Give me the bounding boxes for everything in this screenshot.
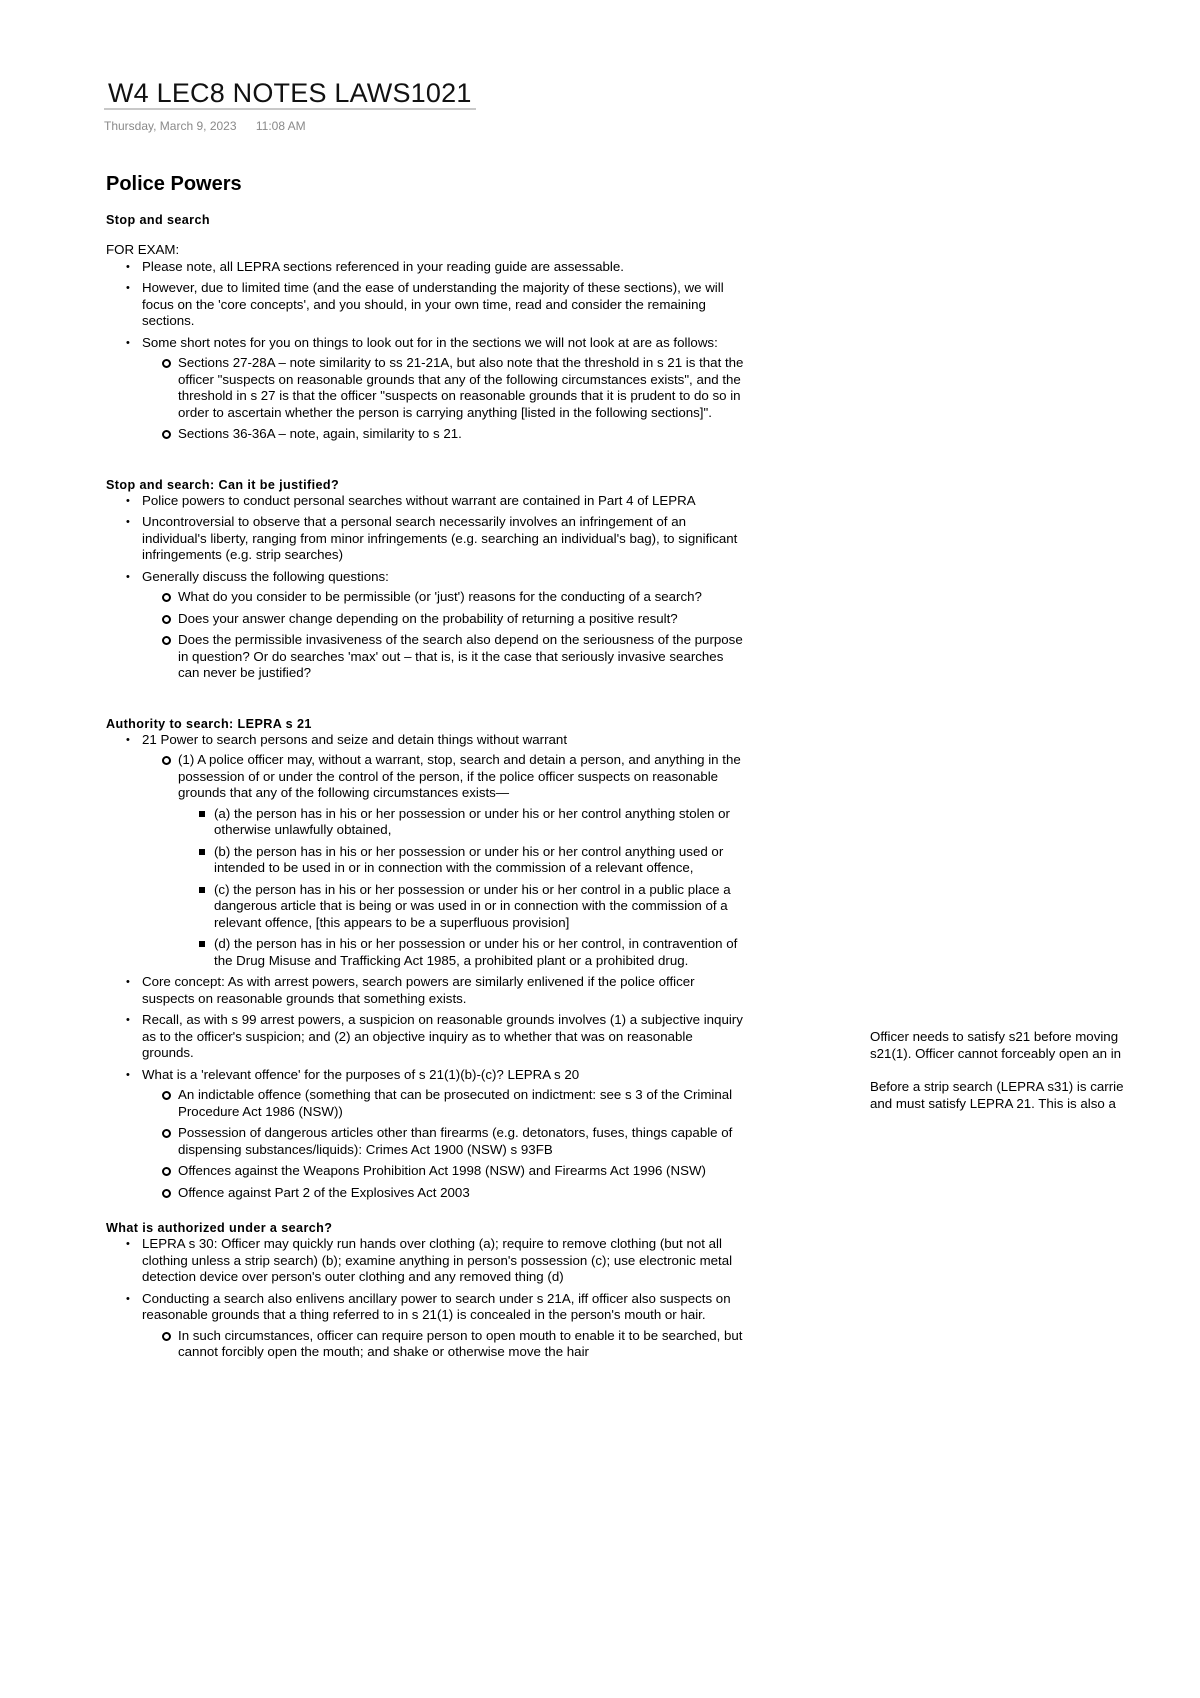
main-heading: Police Powers	[106, 173, 242, 195]
list-item: Does your answer change depending on the probability of returning a positive result?	[142, 611, 746, 628]
side-note-line: s21(1). Officer cannot forceably open an in	[870, 1046, 1122, 1061]
list-item: (b) the person has in his or her possession or under his or her control anything used or intended to be used in or in connection with the commission of a relevant offence,	[178, 844, 746, 877]
list-item: • Core concept: As with arrest powers, search powers are similarly enlivened if the police officer suspects on reasonable grounds that something exists.	[106, 974, 746, 1007]
side-note	[870, 1028, 1150, 1128]
side-note-line: Before a strip search (LEPRA s31) is carrie	[870, 1079, 1124, 1094]
sub-list	[142, 589, 746, 682]
bullet-list	[106, 259, 746, 443]
section-heading-stop-search: Stop and search	[106, 213, 210, 227]
page-date: Thursday, March 9, 2023	[104, 119, 237, 133]
list-item: Sections 36-36A – note, again, similarity to s 21.	[142, 426, 746, 443]
for-exam-label: FOR EXAM:	[106, 242, 180, 257]
bullet-list	[106, 1236, 746, 1361]
note-content	[106, 172, 746, 1366]
list-item: • Police powers to conduct personal searches without warrant are contained in Part 4 of LEPRA	[106, 493, 746, 510]
list-item: • Uncontroversial to observe that a personal search necessarily involves an infringement of an individual's liberty, ranging from minor infringements (e.g. searching an individual's bag), to significant infringements (e.g. strip searches)	[106, 514, 746, 564]
side-note-line: Officer needs to satisfy s21 before moving	[870, 1029, 1119, 1044]
list-item: • 21 Power to search persons and seize and detain things without warrant (1) A police officer may, without a warrant, stop, search and detain a person, and anything in the possession of or under the control of the person, if the police officer suspects on reasonable grounds that any of the following circumstances exists— (a) the person has in his or her possession or under his or her control anything stolen or otherwise unlawfully obtained, (b) the person has in his or her possession or under his or her control anything used or intended to be used in or in connection with the commission of a relevant offence, (c) the person has in his or her possession or under his or her control in a public place a dangerous article that is being or was used in or in connection with the commission of a relevant offence, [this appears to be a superfluous provision] (d) the person has in his or her possession or under his or her control, in contravention of the Drug Misuse and Trafficking Act 1985, a prohibited plant or a prohibited drug.	[106, 732, 746, 970]
list-item: Possession of dangerous articles other than firearms (e.g. detonators, fuses, things capable of dispensing substances/liquids): Crimes Act 1900 (NSW) s 93FB	[142, 1125, 746, 1158]
bullet-list	[106, 732, 746, 1202]
page-time: 11:08 AM	[255, 119, 306, 133]
list-item: Offences against the Weapons Prohibition Act 1998 (NSW) and Firearms Act 1996 (NSW)	[142, 1163, 746, 1180]
list-item: (a) the person has in his or her possession or under his or her control anything stolen or otherwise unlawfully obtained,	[178, 806, 746, 839]
list-item: Sections 27-28A – note similarity to ss 21-21A, but also note that the threshold in s 21 is that the officer "suspects on reasonable grounds that any of the following circumstances exists", and the threshold in s 27 is that the officer "suspects on reasonable grounds that it is prudent to do so in order to ascertain whether the person is carrying anything [listed in the following sections]".	[142, 355, 746, 421]
sub-list	[142, 1328, 746, 1361]
list-item: • Some short notes for you on things to look out for in the sections we will not look at are as follows: Sections 27-28A – note similarity to ss 21-21A, but also note that the threshold in s 21 is that the officer "suspects on reasonable grounds that any of the following circumstances exists", and the threshold in s 27 is that the officer "suspects on reasonable grounds that it is prudent to do so in order to ascertain whether the person is carrying anything [listed in the following sections]". Sections 36-36A – note, again, similarity to s 21.	[106, 335, 746, 443]
sub-list	[142, 1087, 746, 1201]
section-heading-authority: Authority to search: LEPRA s 21	[106, 716, 312, 731]
list-item: What do you consider to be permissible (or 'just') reasons for the conducting of a search?	[142, 589, 746, 606]
page-title: W4 LEC8 NOTES LAWS1021	[108, 78, 472, 108]
sub-sub-list	[178, 806, 746, 970]
list-item: Offence against Part 2 of the Explosives Act 2003	[142, 1185, 746, 1202]
list-item: An indictable offence (something that can be prosecuted on indictment: see s 3 of the Criminal Procedure Act 1986 (NSW))	[142, 1087, 746, 1120]
list-item: • Conducting a search also enlivens ancillary power to search under s 21A, iff officer also suspects on reasonable grounds that a thing referred to in s 21(1) is concealed in the person's mouth or hair. In such circumstances, officer can require person to open mouth to enable it to be searched, but cannot forcibly open the mouth; and shake or otherwise move the hair	[106, 1291, 746, 1361]
section-heading-authorized: What is authorized under a search?	[106, 1221, 333, 1235]
list-item: • LEPRA s 30: Officer may quickly run hands over clothing (a); require to remove clothing (but not all clothing unless a strip search) (b); examine anything in person's possession (c); use electronic metal detection device over person's outer clothing and any removed thing (d)	[106, 1236, 746, 1286]
list-item: • Please note, all LEPRA sections referenced in your reading guide are assessable.	[106, 259, 746, 276]
side-note-line: and must satisfy LEPRA 21. This is also a	[870, 1096, 1116, 1111]
title-underline	[104, 108, 476, 110]
sub-list	[142, 752, 746, 969]
list-item: In such circumstances, officer can require person to open mouth to enable it to be searched, but cannot forcibly open the mouth; and shake or otherwise move the hair	[142, 1328, 746, 1361]
list-item: • Recall, as with s 99 arrest powers, a suspicion on reasonable grounds involves (1) a subjective inquiry as to the officer's suspicion; and (2) an objective inquiry as to whether that was on reasonable grounds.	[106, 1012, 746, 1062]
list-item: • Generally discuss the following questions: What do you consider to be permissible (or 'just') reasons for the conducting of a search? Does your answer change depending on the probability of returning a positive result? Does the permissible invasiveness of the search also depend on the seriousness of the purpose in question? Or do searches 'max' out – that is, is it the case that seriously invasive searches can never be justified?	[106, 569, 746, 682]
list-item: (d) the person has in his or her possession or under his or her control, in contravention of the Drug Misuse and Trafficking Act 1985, a prohibited plant or a prohibited drug.	[178, 936, 746, 969]
section-heading-justified: Stop and search: Can it be justified?	[106, 477, 340, 492]
page-timestamp	[104, 119, 306, 133]
bullet-list	[106, 493, 746, 682]
list-item: (c) the person has in his or her possession or under his or her control in a public place a dangerous article that is being or was used in or in connection with the commission of a relevant offence, [this appears to be a superfluous provision]	[178, 882, 746, 932]
list-item: • What is a 'relevant offence' for the purposes of s 21(1)(b)-(c)? LEPRA s 20 An indictable offence (something that can be prosecuted on indictment: see s 3 of the Criminal Procedure Act 1986 (NSW)) Possession of dangerous articles other than firearms (e.g. detonators, fuses, things capable of dispensing substances/liquids): Crimes Act 1900 (NSW) s 93FB Offences against the Weapons Prohibition Act 1998 (NSW) and Firearms Act 1996 (NSW) Offence against Part 2 of the Explosives Act 2003	[106, 1067, 746, 1202]
list-item: Does the permissible invasiveness of the search also depend on the seriousness of the purpose in question? Or do searches 'max' out – that is, is it the case that seriously invasive searches can never be justified?	[142, 632, 746, 682]
list-item: (1) A police officer may, without a warrant, stop, search and detain a person, and anything in the possession of or under the control of the person, if the police officer suspects on reasonable grounds that any of the following circumstances exists— (a) the person has in his or her possession or under his or her control anything stolen or otherwise unlawfully obtained, (b) the person has in his or her possession or under his or her control anything used or intended to be used in or in connection with the commission of a relevant offence, (c) the person has in his or her possession or under his or her control in a public place a dangerous article that is being or was used in or in connection with the commission of a relevant offence, [this appears to be a superfluous provision] (d) the person has in his or her possession or under his or her control, in contravention of the Drug Misuse and Trafficking Act 1985, a prohibited plant or a prohibited drug.	[142, 752, 746, 969]
sub-list	[142, 355, 746, 443]
list-item: • However, due to limited time (and the ease of understanding the majority of these sections), we will focus on the 'core concepts', and you should, in your own time, read and consider the remaining sections.	[106, 280, 746, 330]
